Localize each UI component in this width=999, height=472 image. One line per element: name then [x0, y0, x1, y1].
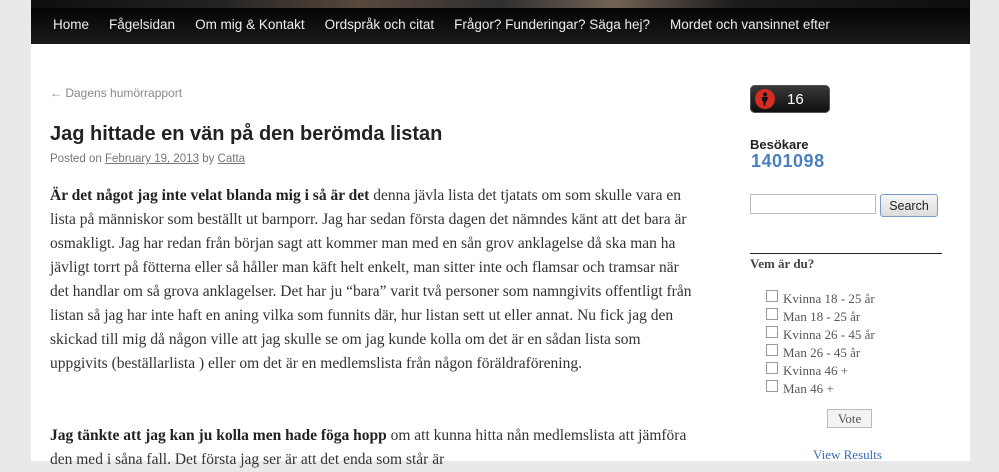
main-menu — [43, 17, 840, 32]
post-title: Jag hittade en vän på den berömda listan — [50, 123, 443, 145]
navigation-bar — [31, 0, 970, 44]
paragraph-text: denna jävla lista det tjatats om som skulle vara en lista på människor som beställt ut barnporr. Jag har sedan första dagen det nämndes känt att det bara är osmakligt. Jag har redan från början sagt att kommer man med en sån grov anklagelse då ska man ha jävligt torrt på fötterna eller så håller man käft helt enkelt, man sitter inte och flamsar och tramsar när det handlar om så grova anklagelser. Det har ju “bara” varit två personer som namngivits offentligt från listan så jag har inte haft en aning vilka som funnits där, hur listan sett ut eller annat. Nu fick jag den skickad till mig då någon ville att jag skulle se om jag kunde kolla om det är en sådan lista som uppgivits (beställarlista ) eller om det är en medlemslista från någon föräldraförening. — [50, 187, 692, 372]
header-image-strip — [31, 0, 970, 8]
checkbox[interactable] — [766, 290, 778, 302]
poll-option[interactable] — [766, 344, 875, 362]
visitors-title: Besökare — [750, 137, 809, 152]
nav-item-home[interactable]: Home — [53, 17, 90, 32]
nav-item-om-mig-kontakt[interactable]: Om mig & Kontakt — [195, 17, 305, 32]
poll-option[interactable] — [766, 380, 875, 398]
post-date-link[interactable]: February 19, 2013 — [105, 153, 199, 165]
paragraph-lead: Jag tänkte att jag kan ju kolla men hade föga hopp — [50, 427, 387, 444]
checkbox[interactable] — [766, 344, 778, 356]
poll-option-label: Kvinna 18 - 25 år — [783, 291, 875, 306]
poll-title: Vem är du? — [750, 256, 815, 271]
post-meta — [50, 153, 245, 165]
search-button[interactable]: Search — [880, 194, 938, 217]
person-icon — [755, 89, 775, 109]
nav-item-ordsprak[interactable]: Ordspråk och citat — [324, 17, 435, 32]
vote-button[interactable]: Vote — [827, 409, 872, 428]
online-counter-badge[interactable] — [750, 85, 830, 113]
paragraph-lead: Är det något jag inte velat blanda mig i så är det — [50, 187, 370, 204]
view-results-link[interactable]: View Results — [813, 447, 882, 462]
meta-by: by — [202, 153, 215, 165]
poll-option[interactable] — [766, 326, 875, 344]
poll-option[interactable] — [766, 290, 875, 308]
visitors-count: 1401098 — [751, 151, 825, 171]
search-input[interactable] — [750, 194, 876, 214]
post-paragraph — [50, 424, 700, 472]
poll-option[interactable] — [766, 308, 875, 326]
meta-prefix: Posted on — [50, 153, 102, 165]
poll-divider — [750, 253, 942, 254]
previous-post-link[interactable]: ← Dagens humörrapport — [50, 86, 183, 100]
nav-item-fragor[interactable]: Frågor? Funderingar? Säga hej? — [454, 17, 651, 32]
poll-option-label: Man 18 - 25 år — [783, 309, 861, 324]
poll-option-label: Man 26 - 45 år — [783, 345, 861, 360]
paragraph-text: om att kunna hitta nån medlemslista att jämföra den med i såna fall. Det första jag ser är att det enda som står är — [50, 427, 687, 468]
poll-option-label: Kvinna 26 - 45 år — [783, 327, 875, 342]
nav-item-fagelsidan[interactable]: Fågelsidan — [109, 17, 176, 32]
poll-option[interactable] — [766, 362, 875, 380]
checkbox[interactable] — [766, 380, 778, 392]
checkbox[interactable] — [766, 308, 778, 320]
poll-option-label: Kvinna 46 + — [783, 363, 849, 378]
poll-options — [766, 290, 875, 398]
online-count: 16 — [787, 90, 804, 108]
nav-item-mordet[interactable]: Mordet och vansinnet efter — [670, 17, 830, 32]
checkbox[interactable] — [766, 362, 778, 374]
author-link[interactable]: Catta — [217, 153, 246, 165]
post-paragraph — [50, 184, 700, 376]
poll-option-label: Man 46 + — [783, 381, 834, 396]
checkbox[interactable] — [766, 326, 778, 338]
